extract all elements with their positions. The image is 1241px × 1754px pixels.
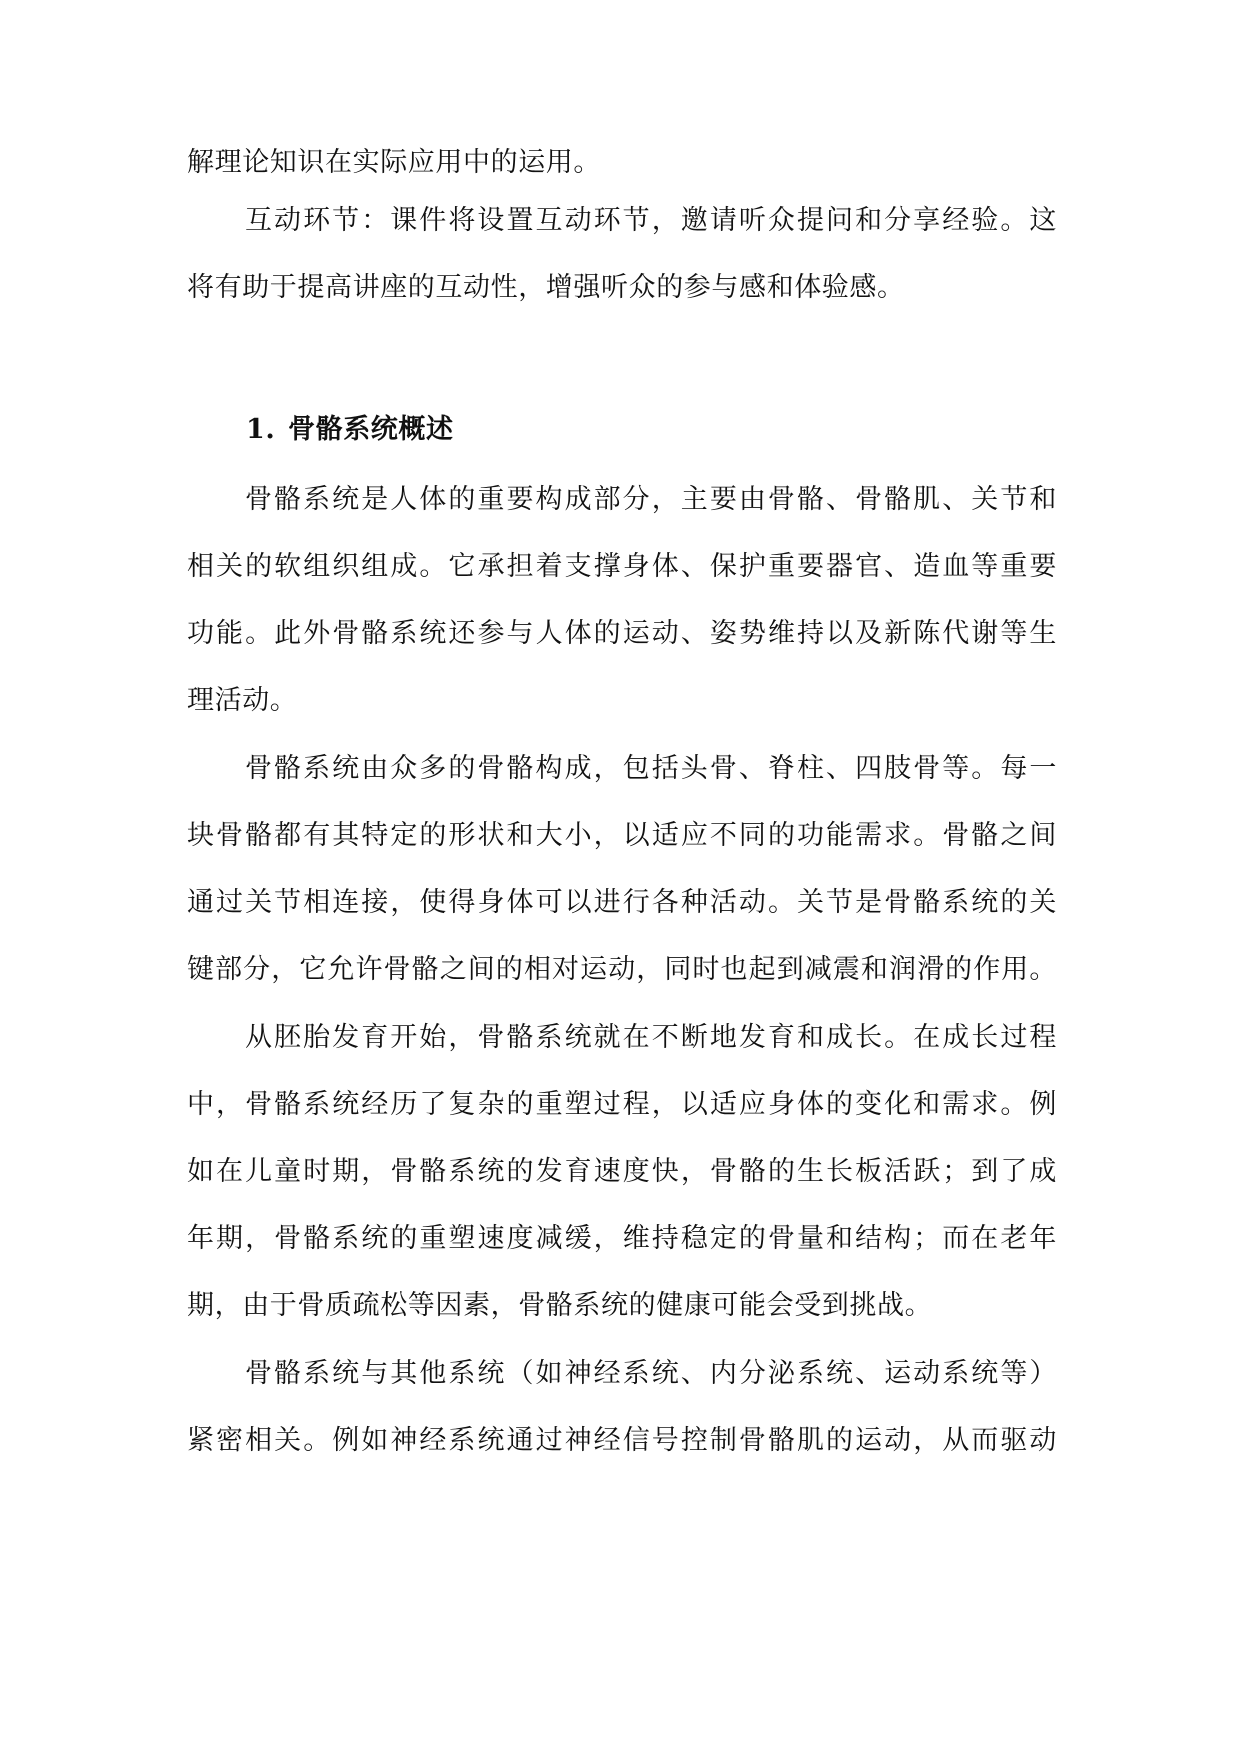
paragraph-2-line-2: 块骨骼都有其特定的形状和大小，以适应不同的功能需求。骨骼之间 [187,820,1057,851]
paragraph-3-line-4: 年期，骨骼系统的重塑速度减缓，维持稳定的骨量和结构；而在老年 [187,1223,1057,1254]
paragraph-2-line-4: 键部分，它允许骨骼之间的相对运动，同时也起到减震和润滑的作用。 [187,954,1057,985]
section-title: 骨骼系统概述 [288,414,454,445]
paragraph-4-line-2: 紧密相关。例如神经系统通过神经信号控制骨骼肌的运动，从而驱动 [187,1425,1057,1456]
paragraph-2-line-3: 通过关节相连接，使得身体可以进行各种活动。关节是骨骼系统的关 [187,887,1057,918]
section-heading [246,410,454,450]
paragraph-1-line-4: 理活动。 [187,685,298,716]
paragraph-1-line-3: 功能。此外骨骼系统还参与人体的运动、姿势维持以及新陈代谢等生 [187,618,1057,649]
interactive-line-2: 将有助于提高讲座的互动性，增强听众的参与感和体验感。 [187,272,905,303]
paragraph-1-line-1: 骨骼系统是人体的重要构成部分，主要由骨骼、骨骼肌、关节和 [245,484,1057,515]
interactive-line-1: 互动环节：课件将设置互动环节，邀请听众提问和分享经验。这 [245,205,1057,236]
paragraph-3-line-5: 期，由于骨质疏松等因素，骨骼系统的健康可能会受到挑战。 [187,1290,933,1321]
paragraph-2-line-1: 骨骼系统由众多的骨骼构成，包括头骨、脊柱、四肢骨等。每一 [245,753,1057,784]
paragraph-3-line-2: 中，骨骼系统经历了复杂的重塑过程，以适应身体的变化和需求。例 [187,1089,1057,1120]
paragraph-1-line-2: 相关的软组织组成。它承担着支撑身体、保护重要器官、造血等重要 [187,551,1057,582]
section-number: 1. [246,414,276,445]
paragraph-4-line-1: 骨骼系统与其他系统（如神经系统、内分泌系统、运动系统等） [245,1358,1057,1389]
paragraph-3-line-1: 从胚胎发育开始，骨骼系统就在不断地发育和成长。在成长过程 [245,1022,1057,1053]
paragraph-3-line-3: 如在儿童时期，骨骼系统的发育速度快，骨骼的生长板活跃；到了成 [187,1156,1057,1187]
intro-line-1: 解理论知识在实际应用中的运用。 [187,147,601,178]
